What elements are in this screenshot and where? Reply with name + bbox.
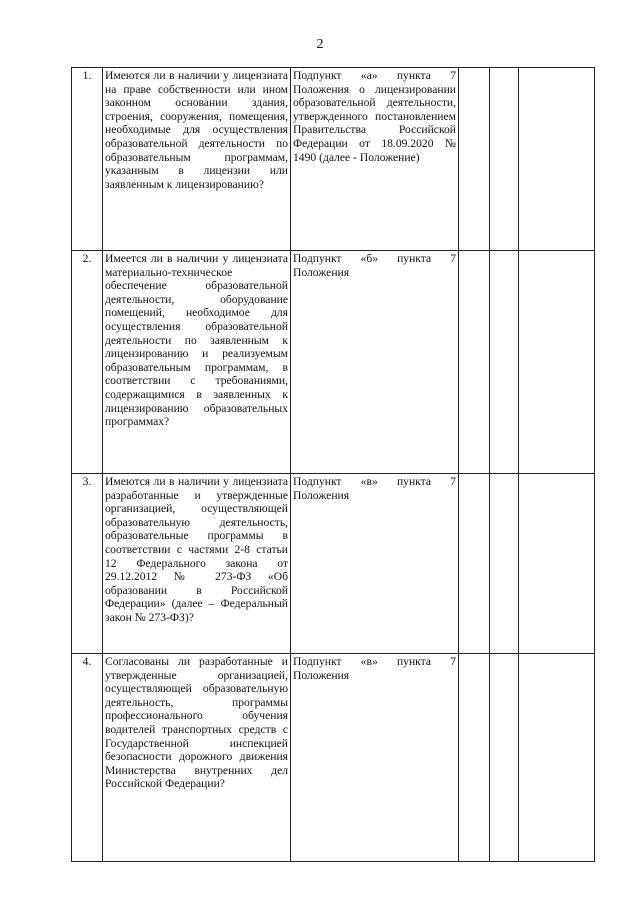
answer-yes-cell[interactable] [459,474,490,654]
reference-cell: Подпункт «а» пункта 7 Положения о лицензировании образовательной деятельности, утвержденного постановлением Правительства Российской Федерации от 18.09.2020 № 1490 (далее - Положение) [291,68,459,251]
row-number: 4. [72,654,103,862]
table-row [72,474,595,654]
row-number: 3. [72,474,103,654]
answer-yes-cell[interactable] [459,654,490,862]
checklist-table [71,67,595,862]
row-number: 1. [72,68,103,251]
question-cell: Имеются ли в наличии у лицензиата на праве собственности или ином законном основании здания, строения, сооружения, помещения, необходимые для осуществления образовательной деятельности по образовательным программам, указанным в лицензии или заявленным к лицензированию? [103,68,291,251]
note-cell[interactable] [519,654,595,862]
answer-no-cell[interactable] [490,251,519,474]
note-cell[interactable] [519,68,595,251]
note-cell[interactable] [519,474,595,654]
answer-yes-cell[interactable] [459,251,490,474]
reference-cell: Подпункт «в» пункта 7 Положения [291,474,459,654]
answer-no-cell[interactable] [490,68,519,251]
question-cell: Согласованы ли разработанные и утвержденные организацией, осуществляющей образовательную деятельность, программы профессионального обучения водителей транспортных средств с Государственной инспекцией безопасности дорожного движения Министерства внутренних дел Российской Федерации? [103,654,291,862]
question-cell: Имеется ли в наличии у лицензиата материально-техническое обеспечение образовательной деятельности, оборудование помещений, необходимое для осуществления образовательной деятельности по заявленным к лицензированию и реализуемым образовательным программам, в соответствии с требованиями, содержащимися в заявленных к лицензированию образовательных программах? [103,251,291,474]
reference-cell: Подпункт «б» пункта 7 Положения [291,251,459,474]
table-row [72,654,595,862]
note-cell[interactable] [519,251,595,474]
question-cell: Имеются ли в наличии у лицензиата разработанные и утвержденные организацией, осуществляющей образовательную деятельность, образовательные программы в соответствии с частями 2-8 статьи 12 Федерального закона от 29.12.2012 № 273-ФЗ «Об образовании в Российской Федерации» (далее – Федеральный закон № 273-ФЗ)? [103,474,291,654]
answer-no-cell[interactable] [490,474,519,654]
answer-yes-cell[interactable] [459,68,490,251]
table-row [72,68,595,251]
answer-no-cell[interactable] [490,654,519,862]
reference-cell: Подпункт «в» пункта 7 Положения [291,654,459,862]
page-number: 2 [316,37,324,52]
table-row [72,251,595,474]
row-number: 2. [72,251,103,474]
